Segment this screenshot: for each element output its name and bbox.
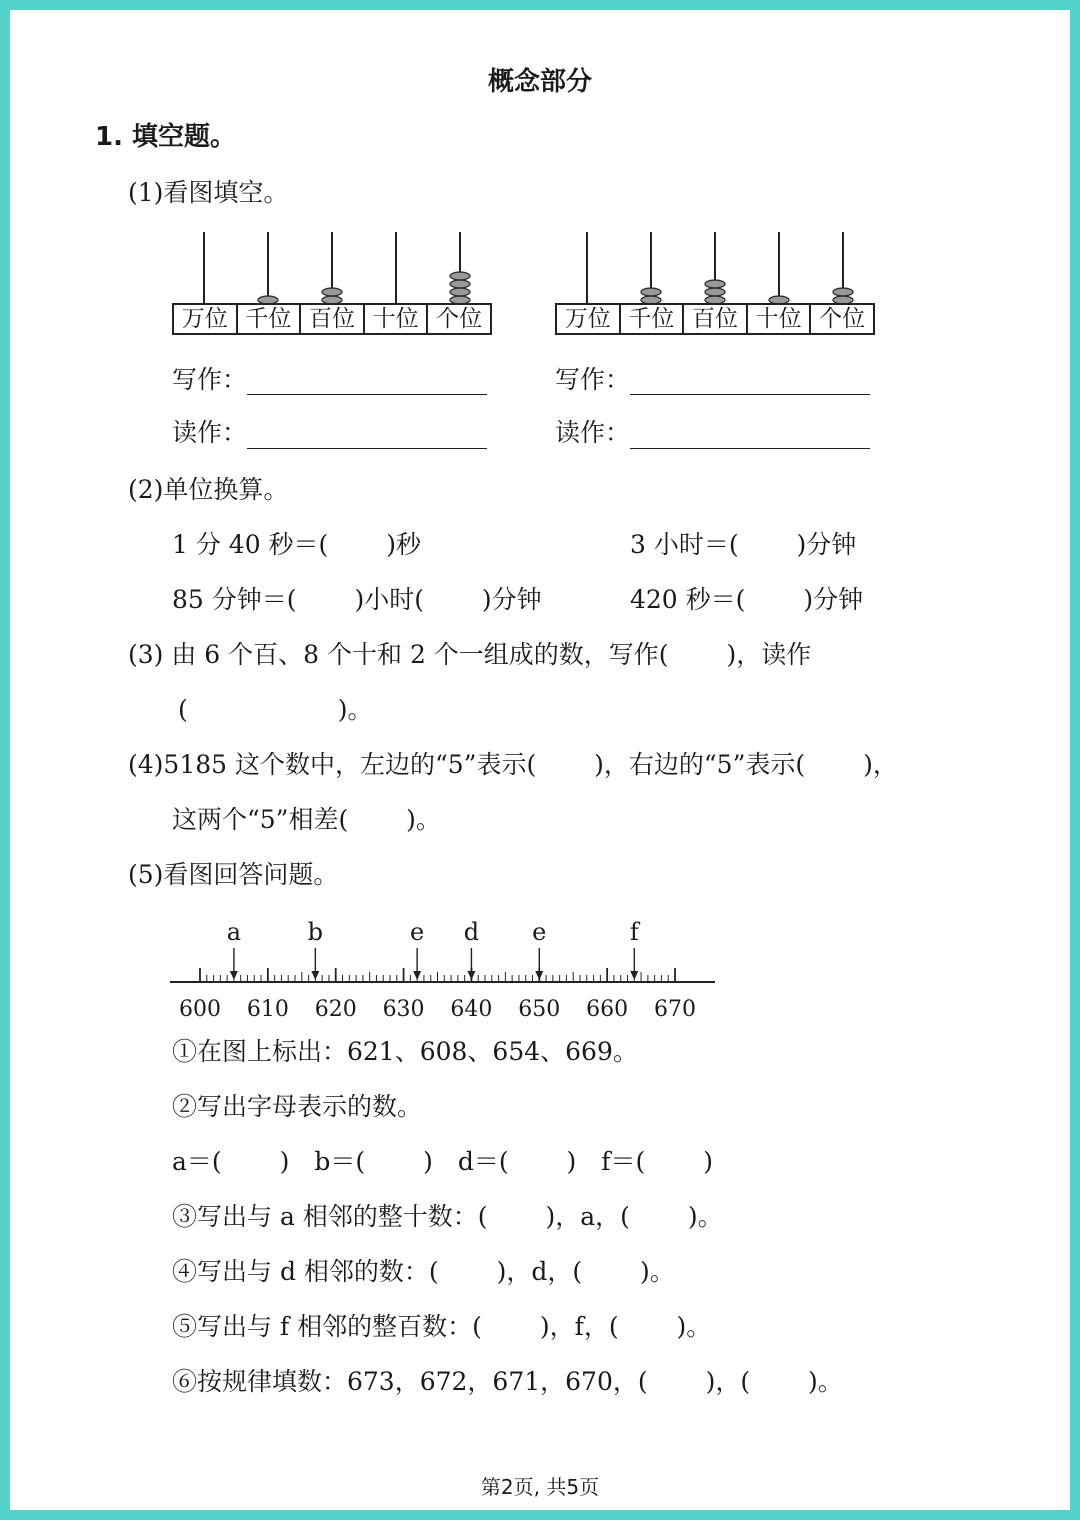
abacus-right xyxy=(555,230,875,340)
abacus-bead xyxy=(450,272,470,280)
marker-arrow-head xyxy=(413,971,421,980)
write-blank-right[interactable] xyxy=(630,393,870,395)
part-5-q3: ③写出与 a 相邻的整十数：( )，a，( )。 xyxy=(172,1202,723,1231)
page-footer: 第2页, 共5页 xyxy=(480,1475,600,1499)
place-header: 十位 xyxy=(748,305,812,333)
write-label-left: 写作： xyxy=(172,365,248,394)
marker-arrow-head xyxy=(630,971,638,980)
abacus-bead xyxy=(705,288,725,296)
number-line-label: 670 xyxy=(654,997,696,1020)
abacus-bead xyxy=(450,280,470,288)
part-5-q2-answers: a＝( ) b＝( ) d＝( ) f＝( ) xyxy=(172,1147,713,1176)
part-5-q4: ④写出与 d 相邻的数：( )，d，( )。 xyxy=(172,1257,675,1286)
place-header: 百位 xyxy=(684,305,748,333)
place-header: 千位 xyxy=(238,305,302,333)
abacus-left xyxy=(172,230,492,340)
part-5-label: (5)看图回答问题。 xyxy=(128,860,339,889)
part-4-line1: (4)5185 这个数中，左边的“5”表示( )，右边的“5”表示( )， xyxy=(128,750,898,779)
conversion-4: 420 秒＝( )分钟 xyxy=(630,585,864,614)
part-2-label: (2)单位换算。 xyxy=(128,475,289,504)
abacus-left-rods xyxy=(172,230,492,305)
conversion-3: 85 分钟＝( )小时( )分钟 xyxy=(172,585,542,614)
conversion-1: 1 分 40 秒＝( )秒 xyxy=(172,530,422,559)
place-header: 个位 xyxy=(819,306,866,332)
place-value-table-right xyxy=(555,303,875,335)
place-header: 千位 xyxy=(621,305,685,333)
number-line-label: 600 xyxy=(179,997,221,1020)
read-blank-right[interactable] xyxy=(630,447,870,449)
place-header: 万位 xyxy=(557,305,621,333)
marker-letter: e xyxy=(532,918,547,946)
write-label-right: 写作： xyxy=(555,365,631,394)
part-5-q2: ②写出字母表示的数。 xyxy=(172,1092,423,1121)
read-label-left: 读作： xyxy=(172,418,248,447)
marker-arrow-head xyxy=(230,971,238,980)
part-5-q6: ⑥按规律填数：673，672，671，670，( )，( )。 xyxy=(172,1367,843,1396)
worksheet-page xyxy=(10,10,1070,1510)
abacus-bead xyxy=(641,288,661,296)
place-header: 万位 xyxy=(174,305,238,333)
number-line-label: 660 xyxy=(586,997,629,1020)
place-header: 百位 xyxy=(301,305,365,333)
marker-letter: e xyxy=(410,918,425,946)
marker-letter: f xyxy=(629,918,639,946)
number-line-label: 610 xyxy=(246,997,289,1020)
place-header: 十位 xyxy=(365,305,429,333)
question-1-heading: 1. 填空题。 xyxy=(95,122,237,152)
read-label-right: 读作： xyxy=(555,418,631,447)
number-line-label: 640 xyxy=(450,997,493,1020)
marker-arrow-head xyxy=(535,971,543,980)
place-value-table-left xyxy=(172,303,492,335)
read-blank-left[interactable] xyxy=(247,447,487,449)
abacus-bead xyxy=(705,280,725,288)
marker-arrow-head xyxy=(467,971,475,980)
place-header: 个位 xyxy=(436,306,483,332)
part-5-q5: ⑤写出与 f 相邻的整百数：( )，f，( )。 xyxy=(172,1312,712,1341)
number-line-label: 650 xyxy=(518,997,561,1020)
number-line xyxy=(160,910,720,1020)
marker-arrow-head xyxy=(311,971,319,980)
number-line-label: 620 xyxy=(314,997,357,1020)
abacus-bead xyxy=(450,288,470,296)
marker-letter: b xyxy=(307,918,324,946)
abacus-bead xyxy=(322,288,342,296)
marker-letter: a xyxy=(226,918,242,946)
part-5-q1: ①在图上标出：621、608、654、669。 xyxy=(172,1037,638,1066)
part-3-line2: ( )。 xyxy=(178,695,373,724)
part-3-line1: (3) 由 6 个百、8 个十和 2 个一组成的数，写作( )，读作 xyxy=(128,640,812,669)
number-line-label: 630 xyxy=(382,997,425,1020)
write-blank-left[interactable] xyxy=(247,393,487,395)
abacus-right-rods xyxy=(555,230,875,305)
part-1-label: (1)看图填空。 xyxy=(128,178,289,207)
abacus-bead xyxy=(833,288,853,296)
conversion-2: 3 小时＝( )分钟 xyxy=(630,530,857,559)
page-title: 概念部分 xyxy=(487,67,592,97)
marker-letter: d xyxy=(463,918,480,946)
part-4-line2: 这两个“5”相差( )。 xyxy=(172,805,441,834)
